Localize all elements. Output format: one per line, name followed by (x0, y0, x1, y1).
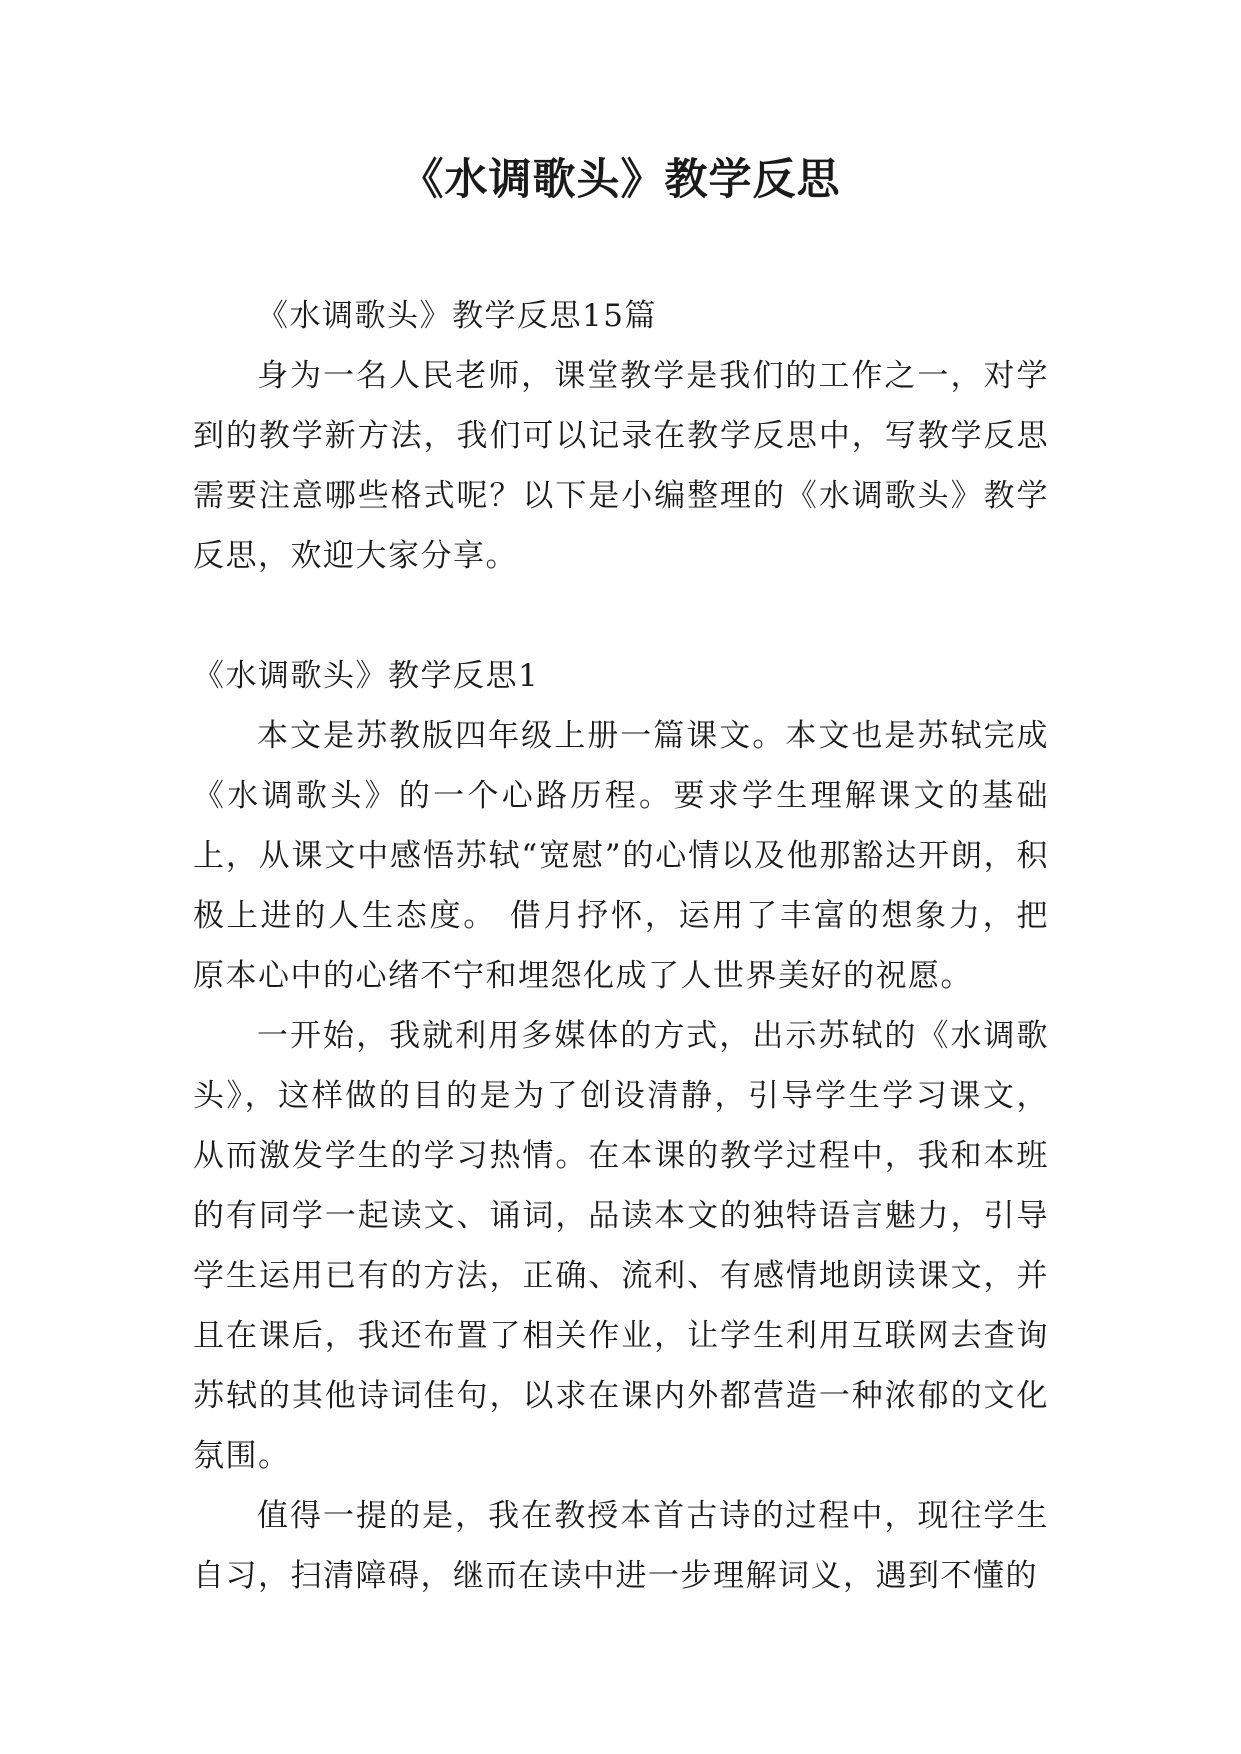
body-paragraph: 一开始，我就利用多媒体的方式，出示苏轼的《水调歌头》，这样做的目的是为了创设清静，引导学生学习课文，从而激发学生的学习热情。在本课的教学过程中，我和本班的有同学一起读文、诵词，品读本文的独特语言魅力，引导学生运用已有的方法，正确、流利、有感情地朗读课文，并且在课后，我还布置了相关作业，让学生利用互联网去查询苏轼的其他诗词佳句，以求在课内外都营造一种浓郁的文化氛围。 (193, 1018, 1049, 1474)
intro-paragraph: 身为一名人民老师，课堂教学是我们的工作之一，对学到的教学新方法，我们可以记录在教学反思中，写教学反思需要注意哪些格式呢？以下是小编整理的《水调歌头》教学反思，欢迎大家分享。 (193, 358, 1049, 574)
body-paragraph: 值得一提的是，我在教授本首古诗的过程中，现往学生自习，扫清障碍，继而在读中进一步理解词义，遇到不懂的 (193, 1498, 1049, 1594)
document-body (193, 286, 1049, 1606)
document-title: 《水调歌头》教学反思 (400, 155, 841, 205)
section-heading: 《水调歌头》教学反思1 (193, 658, 540, 694)
document-subtitle: 《水调歌头》教学反思15篇 (257, 298, 657, 334)
body-paragraph: 本文是苏教版四年级上册一篇课文。本文也是苏轼完成《水调歌头》的一个心路历程。要求学生理解课文的基础上，从课文中感悟苏轼“宽慰”的心情以及他那豁达开朗，积极上进的人生态度。 借月抒怀，运用了丰富的想象力，把原本心中的心绪不宁和埋怨化成了人世界美好的祝愿。 (193, 718, 1049, 994)
